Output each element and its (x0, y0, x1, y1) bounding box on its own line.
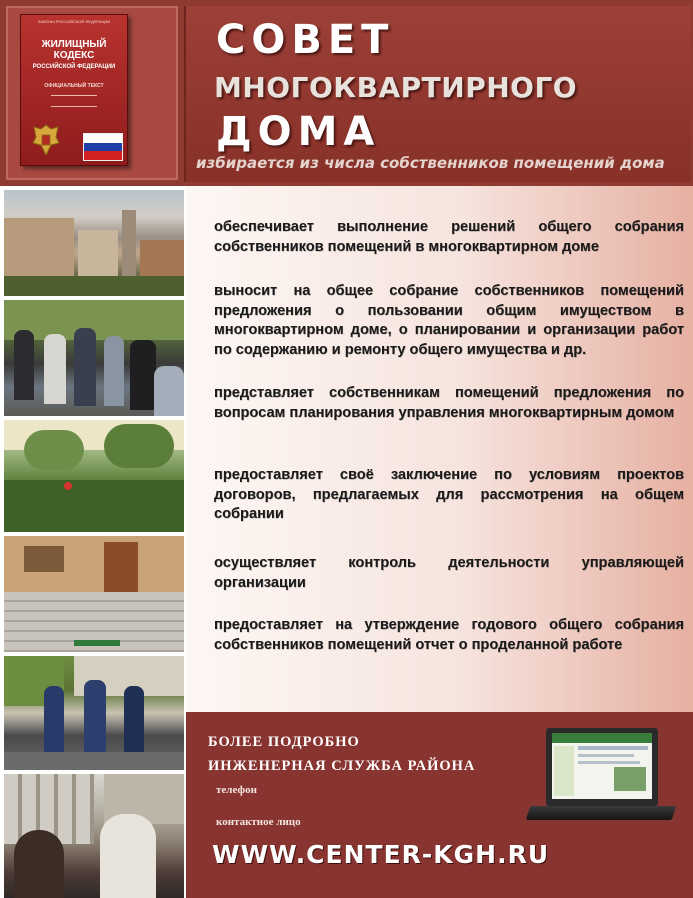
book-decoration-lines (51, 95, 97, 107)
photo-column (0, 186, 186, 898)
header-band (0, 0, 693, 186)
coat-of-arms-icon (31, 123, 61, 157)
city-skyline-photo (4, 190, 184, 296)
entrance-steps-photo (4, 536, 184, 652)
engineering-service-label: ИНЖЕНЕРНАЯ СЛУЖБА РАЙОНА (208, 758, 476, 774)
housing-code-book-image (6, 6, 178, 180)
contact-footer (186, 712, 693, 898)
book-top-text: ЗАКОНЫ РОССИЙСКОЙ ФЕДЕРАЦИИ (37, 19, 111, 24)
laptop-icon (526, 722, 674, 830)
duty-item-6: предоставляет на утверждение годового общего собрания собственников помещений отчет о проделанной работе (214, 617, 684, 653)
book-cover (20, 14, 128, 166)
title-line-2: МНОГОКВАРТИРНОГО (214, 71, 578, 104)
workers-repair-photo (4, 656, 184, 770)
laptop-screen (552, 733, 652, 799)
book-subtitle: РОССИЙСКОЙ ФЕДЕРАЦИИ (32, 64, 116, 70)
more-info-heading: БОЛЕЕ ПОДРОБНО (208, 734, 360, 750)
title-line-1: СОВЕТ (216, 17, 395, 63)
russian-flag-icon (83, 133, 123, 161)
duty-item-5: осуществляет контроль деятельности управляющей организации (214, 555, 684, 591)
laptop-screen-frame (546, 728, 658, 806)
subtitle: избирается из числа собственников помещений дома (196, 154, 665, 172)
residents-talking-photo (4, 774, 184, 898)
title-line-3: ДОМА (216, 109, 381, 155)
phone-label: телефон (216, 784, 257, 796)
website-link[interactable]: WWW.CENTER-KGH.RU (212, 840, 550, 869)
duty-item-3: представляет собственникам помещений предложения по вопросам планирования управления многоквартирным домом (214, 385, 684, 421)
residents-meeting-photo (4, 300, 184, 416)
duties-panel (186, 186, 693, 712)
book-title: ЖИЛИЩНЫЙ КОДЕКС (41, 39, 107, 61)
book-edition: ОФИЦИАЛЬНЫЙ ТЕКСТ (44, 83, 104, 89)
contact-person-label: контактное лицо (216, 816, 301, 828)
laptop-base (526, 806, 677, 820)
duty-item-1: обеспечивает выполнение решений общего собрания собственников помещений в многоквартирном доме (214, 219, 684, 255)
duty-item-2: выносит на общее собрание собственников помещений предложения о пользовании общим имуществом в многоквартирном доме, о планировании и организации работ по содержанию и ремонту общего имущества и др. (214, 283, 684, 358)
courtyard-garden-photo (4, 420, 184, 532)
duty-item-4: предоставляет своё заключение по условиям проектов договоров, предлагаемых для рассмотрения на общем собрании (214, 467, 684, 522)
